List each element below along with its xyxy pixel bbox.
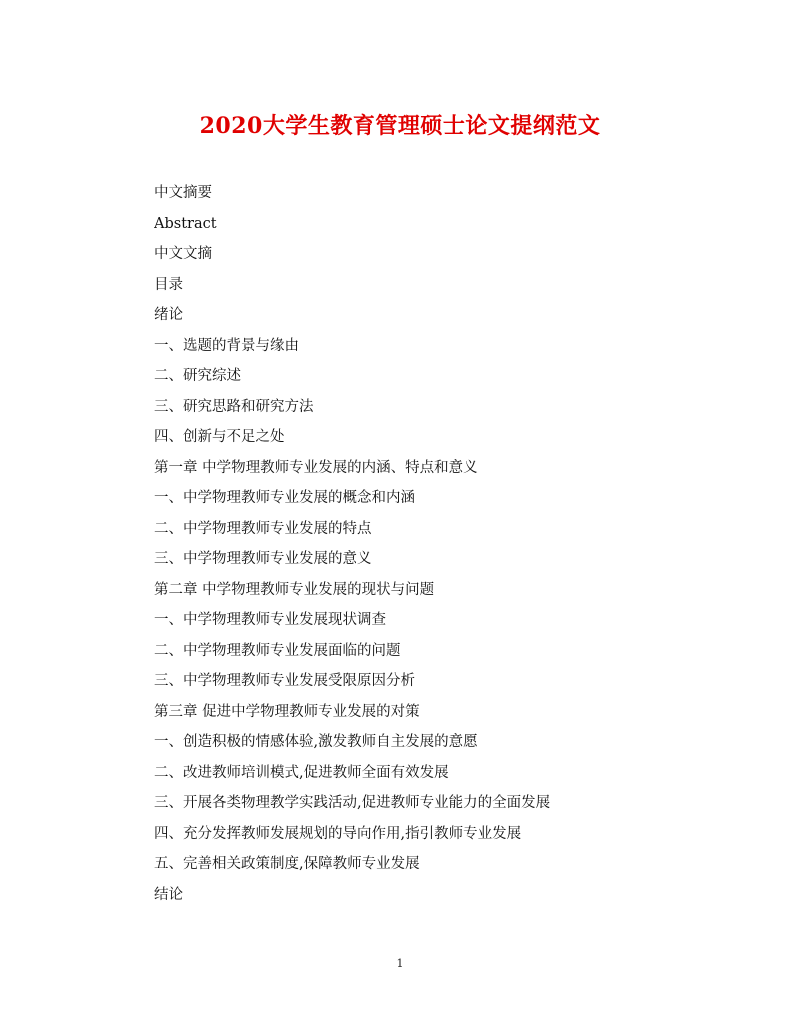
outline-item: 三、中学物理教师专业发展的意义 xyxy=(154,551,372,567)
document-title: 2020大学生教育管理硕士论文提纲范文 xyxy=(199,113,601,139)
outline-item: 目录 xyxy=(154,276,183,293)
outline-item: 一、中学物理教师专业发展现状调查 xyxy=(154,612,386,628)
outline-item: 绪论 xyxy=(154,307,183,323)
outline-chapter: 第三章 促进中学物理教师专业发展的对策 xyxy=(154,703,420,720)
outline-item: 一、选题的背景与缘由 xyxy=(154,337,299,354)
outline-item: 二、中学物理教师专业发展的特点 xyxy=(154,520,372,537)
outline-item: 五、完善相关政策制度,保障教师专业发展 xyxy=(154,856,420,872)
outline-item: 一、创造积极的情感体验,激发教师自主发展的意愿 xyxy=(154,734,478,750)
outline-item: 一、中学物理教师专业发展的概念和内涵 xyxy=(154,490,415,506)
outline-item: 二、改进教师培训模式,促进教师全面有效发展 xyxy=(154,764,449,781)
page-number: 1 xyxy=(396,957,404,970)
outline-item: Abstract xyxy=(154,215,217,232)
outline-item: 四、创新与不足之处 xyxy=(154,429,285,445)
outline-item: 二、研究综述 xyxy=(154,368,241,384)
thesis-outline xyxy=(154,178,714,910)
outline-chapter: 第二章 中学物理教师专业发展的现状与问题 xyxy=(154,581,435,598)
outline-item: 三、中学物理教师专业发展受限原因分析 xyxy=(154,673,415,689)
outline-item: 结论 xyxy=(154,886,183,903)
outline-item: 三、开展各类物理教学实践活动,促进教师专业能力的全面发展 xyxy=(154,795,551,811)
outline-item: 四、充分发挥教师发展规划的导向作用,指引教师专业发展 xyxy=(154,825,522,842)
outline-item: 中文文摘 xyxy=(154,246,212,262)
outline-chapter: 第一章 中学物理教师专业发展的内涵、特点和意义 xyxy=(154,459,478,476)
outline-item: 三、研究思路和研究方法 xyxy=(154,398,314,415)
outline-item: 中文摘要 xyxy=(154,185,212,201)
outline-item: 二、中学物理教师专业发展面临的问题 xyxy=(154,642,401,659)
